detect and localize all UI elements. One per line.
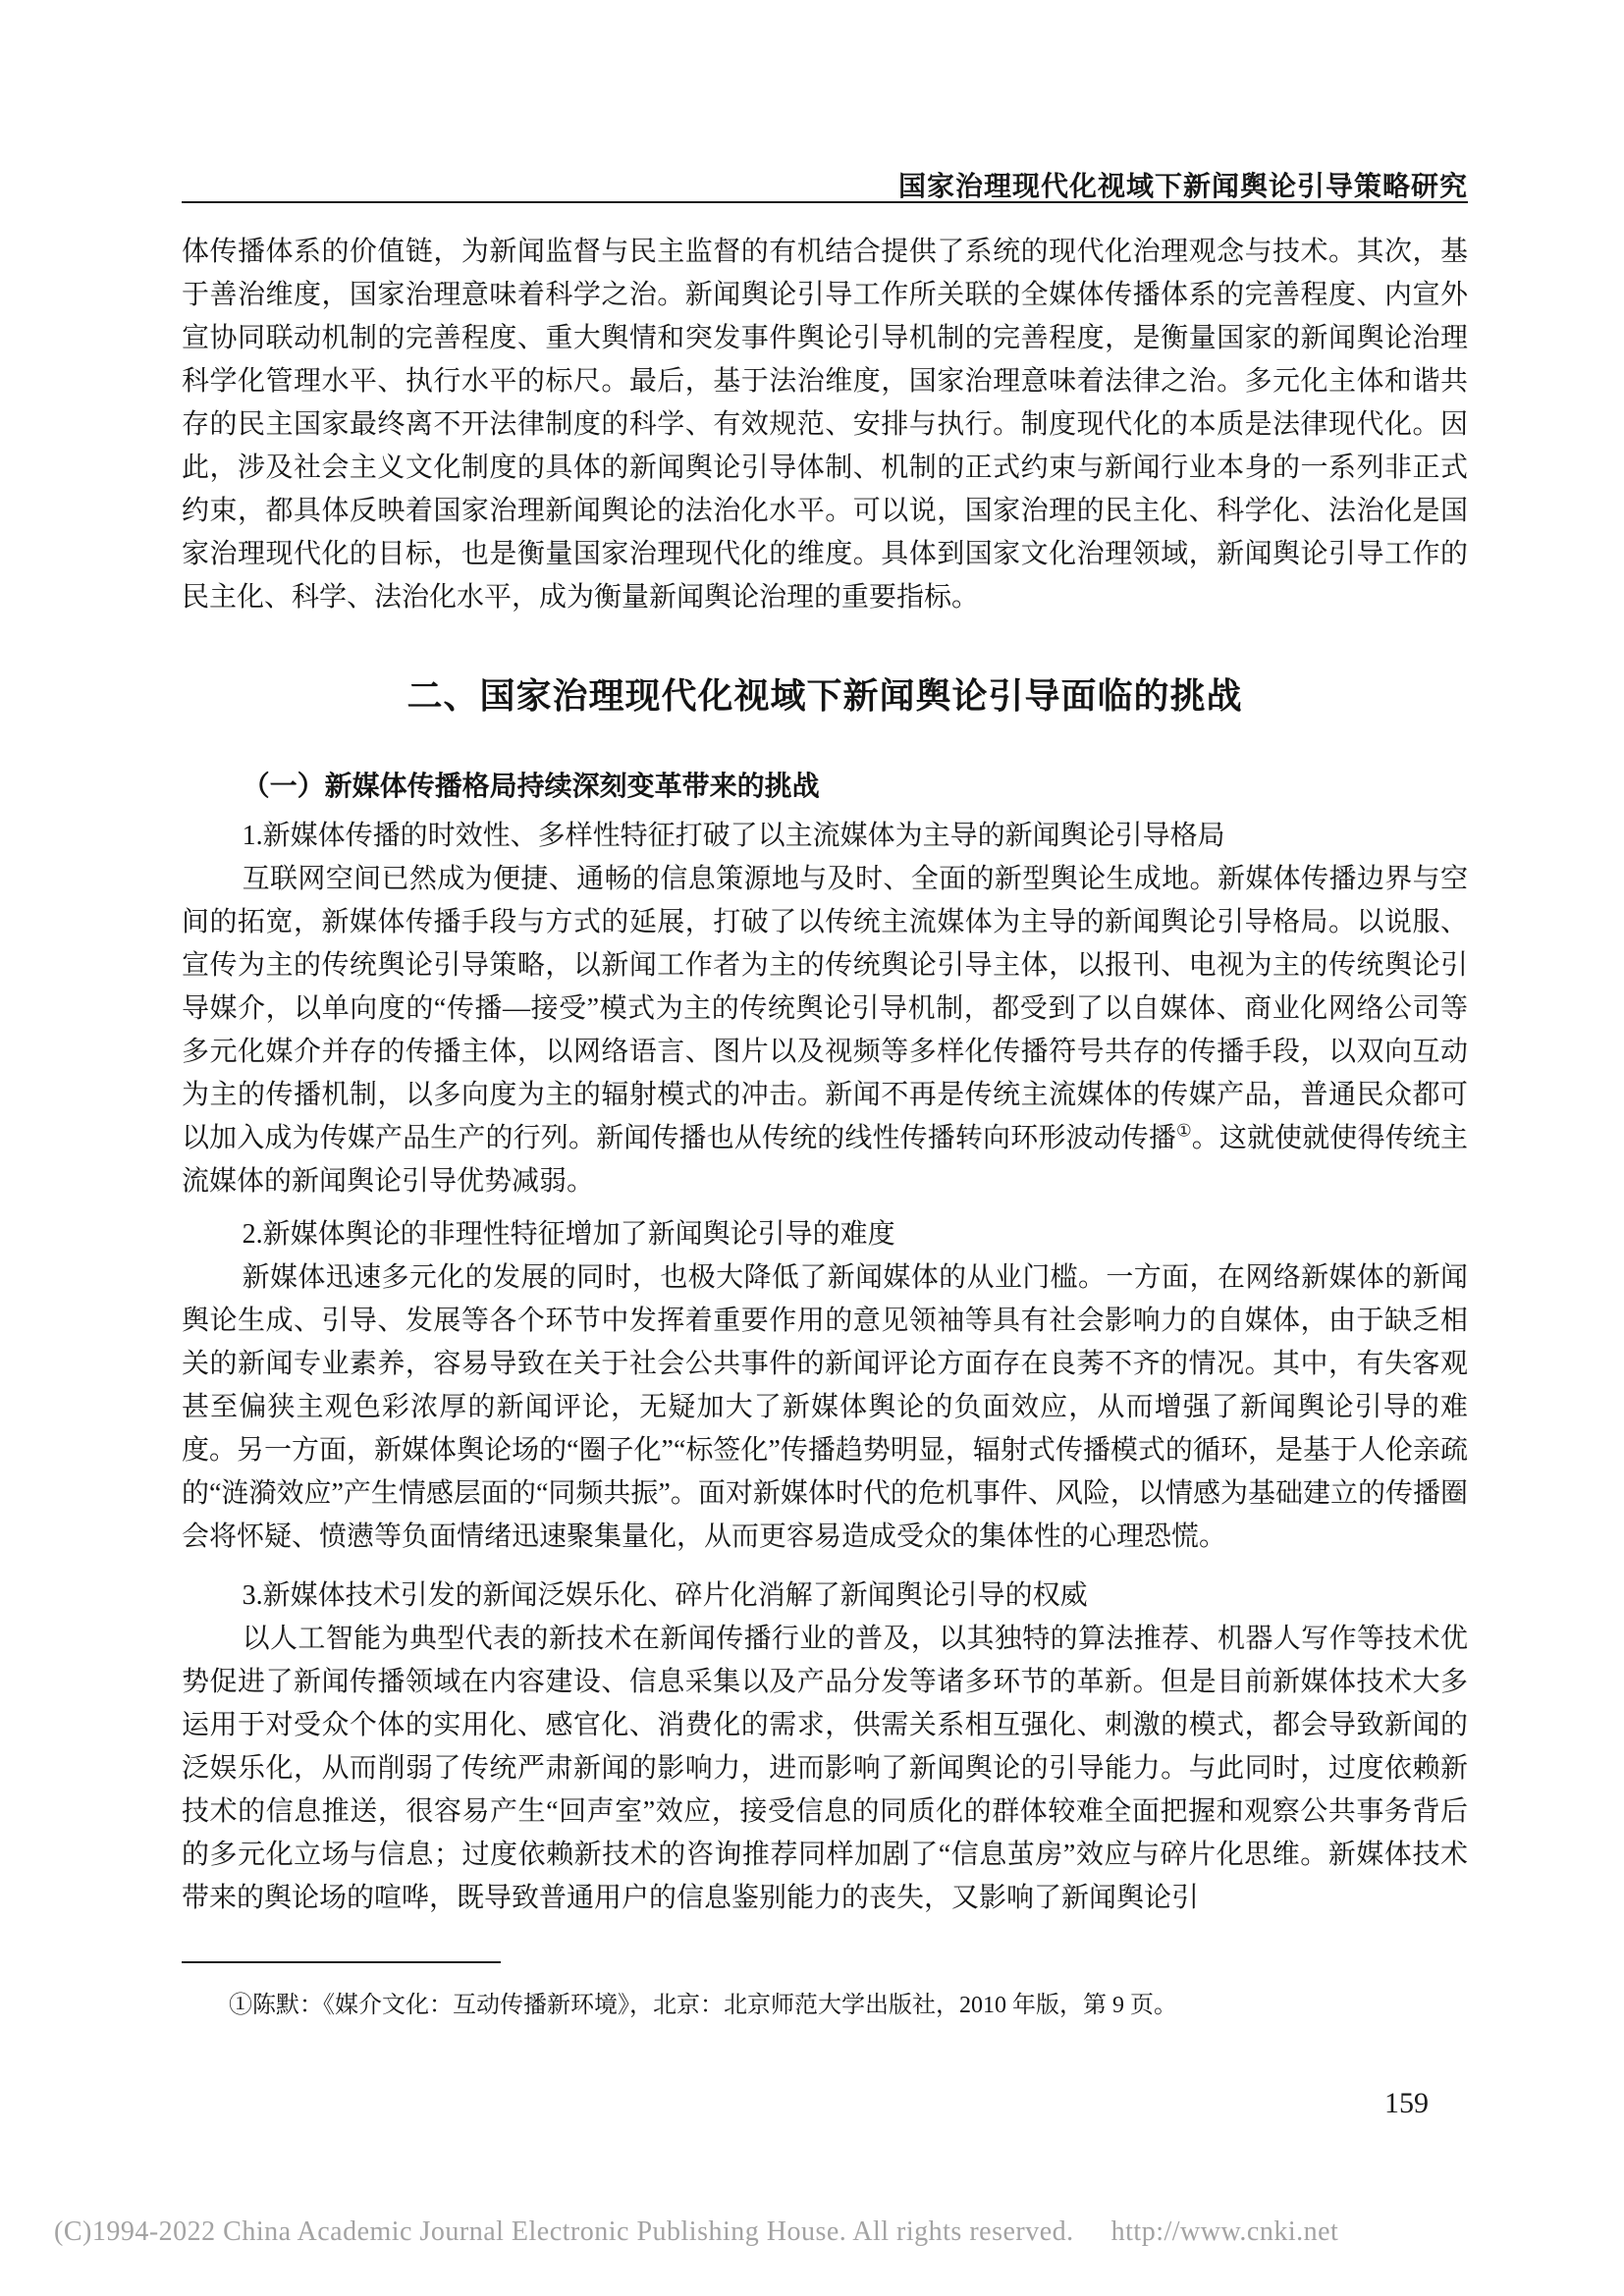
footnote: ①陈默：《媒介文化：互动传播新环境》，北京：北京师范大学出版社，2010 年版，第 9 页。	[229, 1993, 1177, 2018]
running-header-title: 国家治理现代化视域下新闻舆论引导策略研究	[897, 172, 1468, 202]
running-header	[182, 165, 1468, 204]
point-1-paragraph-text: 互联网空间已然成为便捷、通畅的信息策源地与及时、全面的新型舆论生成地。新媒体传播边界与空间的拓宽，新媒体传播手段与方式的延展，打破了以传统主流媒体为主导的新闻舆论引导格局。以说服、宣传为主的传统舆论引导策略，以新闻工作者为主的传统舆论引导主体，以报刊、电视为主的传统舆论引导媒介，以单向度的“传播—接受”模式为主的传统舆论引导机制，都受到了以自媒体、商业化网络公司等多元化媒介并存的传播主体，以网络语言、图片以及视频等多样化传播符号共存的传播手段，以双向互动为主的传播机制，以多向度为主的辐射模式的冲击。新闻不再是传统主流媒体的传媒产品，普通民众都可以加入成为传媒产品生产的行列。新闻传播也从传统的线性传播转向环形波动传播	[182, 864, 1468, 1153]
page-footer	[54, 2216, 1586, 2248]
point-3-heading: 3.新媒体技术引发的新闻泛娱乐化、碎片化消解了新闻舆论引导的权威	[242, 1580, 1088, 1611]
paragraph-continuation: 体传播体系的价值链，为新闻监督与民主监督的有机结合提供了系统的现代化治理观念与技术。其次，基于善治维度，国家治理意味着科学之治。新闻舆论引导工作所关联的全媒体传播体系的完善程度、内宣外宣协同联动机制的完善程度、重大舆情和突发事件舆论引导机制的完善程度，是衡量国家的新闻舆论治理科学化管理水平、执行水平的标尺。最后，基于法治维度，国家治理意味着法律之治。多元化主体和谐共存的民主国家最终离不开法律制度的科学、有效规范、安排与执行。制度现代化的本质是法律现代化。因此，涉及社会主义文化制度的具体的新闻舆论引导体制、机制的正式约束与新闻行业本身的一系列非正式约束，都具体反映着国家治理新闻舆论的法治化水平。可以说，国家治理的民主化、科学化、法治化是国家治理现代化的目标，也是衡量国家治理现代化的维度。具体到国家文化治理领域，新闻舆论引导工作的民主化、科学、法治化水平，成为衡量新闻舆论治理的重要指标。	[182, 237, 1468, 613]
article-body	[182, 231, 1468, 2022]
point-2-paragraph: 新媒体迅速多元化的发展的同时，也极大降低了新闻媒体的从业门槛。一方面，在网络新媒体的新闻舆论生成、引导、发展等各个环节中发挥着重要作用的意见领袖等具有社会影响力的自媒体，由于缺乏相关的新闻专业素养，容易导致在关于社会公共事件的新闻评论方面存在良莠不齐的情况。其中，有失客观甚至偏狭主观色彩浓厚的新闻评论，无疑加大了新媒体舆论的负面效应，从而增强了新闻舆论引导的难度。另一方面，新媒体舆论场的“圈子化”“标签化”传播趋势明显，辐射式传播模式的循环，是基于人伦亲疏的“涟漪效应”产生情感层面的“同频共振”。面对新媒体时代的危机事件、风险，以情感为基础建立的传播圈会将怀疑、愤懑等负面情绪迅速聚集量化，从而更容易造成受众的集体性的心理恐慌。	[182, 1262, 1468, 1552]
footer-copyright: (C)1994-2022 China Academic Journal Electronic Publishing House. All rights reserved.	[54, 2216, 1074, 2247]
footer-url: http://www.cnki.net	[1110, 2216, 1339, 2247]
page-number: 159	[1384, 2087, 1429, 2119]
point-1-paragraph-text-after-ref: 。这就使就使得传统主流媒体的新闻舆论引导优势减弱。	[182, 1123, 1468, 1197]
footnote-divider	[182, 1961, 501, 1963]
header-divider	[182, 201, 1468, 203]
point-1-heading: 1.新媒体传播的时效性、多样性特征打破了以主流媒体为主导的新闻舆论引导格局	[242, 821, 1225, 851]
section-heading: 二、国家治理现代化视域下新闻舆论引导面临的挑战	[406, 676, 1243, 716]
subsection-heading: （一）新媒体传播格局持续深刻变革带来的挑战	[242, 772, 820, 802]
point-3-paragraph: 以人工智能为典型代表的新技术在新闻传播行业的普及，以其独特的算法推荐、机器人写作等技术优势促进了新闻传播领域在内容建设、信息采集以及产品分发等诸多环节的革新。但是目前新媒体技术大多运用于对受众个体的实用化、感官化、消费化的需求，供需关系相互强化、刺激的模式，都会导致新闻的泛娱乐化，从而削弱了传统严肃新闻的影响力，进而影响了新闻舆论的引导能力。与此同时，过度依赖新技术的信息推送，很容易产生“回声室”效应，接受信息的同质化的群体较难全面把握和观察公共事务背后的多元化立场与信息；过度依赖新技术的咨询推荐同样加剧了“信息茧房”效应与碎片化思维。新媒体技术带来的舆论场的喧哗，既导致普通用户的信息鉴别能力的丧失，又影响了新闻舆论引	[182, 1624, 1468, 1913]
footnote-reference-marker: ①	[1176, 1121, 1192, 1141]
point-1-paragraph	[182, 858, 1468, 1203]
point-2-heading: 2.新媒体舆论的非理性特征增加了新闻舆论引导的难度	[242, 1219, 895, 1250]
